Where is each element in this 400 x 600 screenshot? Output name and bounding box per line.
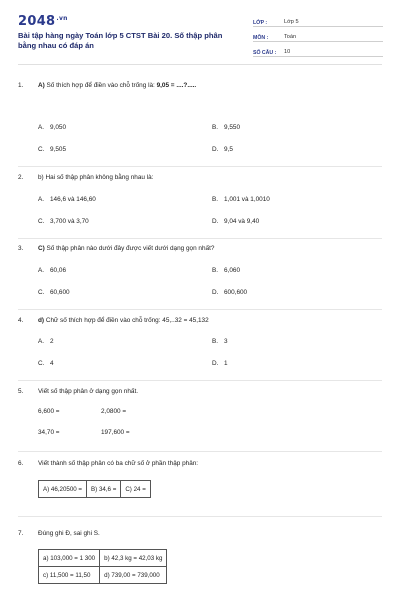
tf-cell[interactable]: a) 103,000 = 1 300 [39, 550, 100, 567]
option-d[interactable] [212, 289, 247, 296]
meta-label: MÔN : [253, 35, 269, 41]
option-value: 9,505 [50, 146, 66, 153]
question-divider [18, 166, 382, 167]
option-value: 9,050 [50, 124, 66, 131]
option-letter: C. [38, 289, 45, 296]
option-letter: B. [212, 124, 219, 131]
question-number: 5. [18, 388, 24, 395]
option-letter: C. [38, 146, 45, 153]
question-divider [18, 451, 382, 452]
question-number: 3. [18, 245, 24, 252]
option-value: 2 [50, 338, 54, 345]
question-number: 2. [18, 174, 24, 181]
option-a[interactable] [38, 124, 66, 131]
option-a[interactable] [38, 196, 96, 203]
option-c[interactable] [38, 289, 70, 296]
option-value: 9,04 và 9,40 [224, 218, 260, 225]
option-d[interactable] [212, 146, 233, 153]
header-divider [18, 64, 382, 65]
option-value: 9,550 [224, 124, 240, 131]
option-c[interactable] [38, 218, 89, 225]
meta-row-class [253, 14, 383, 27]
option-value: 3,700 và 3,70 [50, 218, 89, 225]
option-b[interactable] [212, 124, 240, 131]
question-text: Viết số thập phân ở dạng gọn nhất. [38, 388, 139, 395]
true-false-table [38, 549, 167, 584]
option-letter: A. [38, 124, 45, 131]
question-number: 4. [18, 317, 24, 324]
tf-cell[interactable]: d) 739,00 = 739,000 [100, 567, 167, 584]
fill-item[interactable]: 34,70 = [38, 429, 60, 436]
meta-value: 10 [284, 49, 291, 55]
question-emphasis: 9,05 = ....?..... [156, 82, 197, 89]
question-text [38, 82, 382, 89]
question-number: 6. [18, 460, 24, 467]
option-letter: B. [212, 196, 219, 203]
option-letter: A. [38, 196, 45, 203]
question-body: Chữ số thích hợp để điền vào chỗ trống: 45,..32 = 45,132 [44, 317, 209, 324]
option-a[interactable] [38, 267, 66, 274]
question-text [38, 245, 382, 252]
option-b[interactable] [212, 267, 240, 274]
site-logo[interactable] [18, 14, 68, 29]
fill-item[interactable]: 197,600 = [101, 429, 130, 436]
option-letter: C. [38, 360, 45, 367]
logo-text: 2048 [18, 14, 56, 29]
answer-cell[interactable]: B) 34,6 = [87, 481, 121, 498]
question-1 [18, 82, 382, 89]
tf-cell[interactable]: b) 42,3 kg = 42,03 kg [100, 550, 167, 567]
option-letter: B. [212, 338, 219, 345]
question-3 [18, 245, 382, 252]
option-a[interactable] [38, 338, 54, 345]
option-value: 1 [224, 360, 228, 367]
option-d[interactable] [212, 360, 228, 367]
meta-label: SỐ CÂU : [253, 50, 277, 56]
answer-cell[interactable]: C) 24 = [121, 481, 150, 498]
question-6 [18, 460, 382, 467]
question-divider [18, 380, 382, 381]
question-number: 7. [18, 530, 24, 537]
meta-label: LỚP : [253, 20, 268, 26]
question-body: Số thích hợp để điền vào chỗ trống là: [44, 82, 157, 89]
question-body: Số thập phân nào dưới đây được viết dưới dạng gọn nhất? [44, 245, 215, 252]
option-b[interactable] [212, 338, 228, 345]
question-text: Đúng ghi Đ, sai ghi S. [38, 530, 100, 537]
answer-box-table [38, 480, 151, 498]
option-letter: C. [38, 218, 45, 225]
option-value: 146,6 và 146,60 [50, 196, 96, 203]
logo-suffix: .vn [56, 14, 68, 22]
option-value: 4 [50, 360, 54, 367]
meta-row-subject [253, 29, 383, 42]
meta-value: Toán [284, 34, 297, 40]
fill-item[interactable]: 6,600 = [38, 408, 60, 415]
option-value: 6,060 [224, 267, 240, 274]
option-c[interactable] [38, 146, 66, 153]
question-prefix: d) [38, 317, 45, 324]
option-value: 3 [224, 338, 228, 345]
option-letter: A. [38, 267, 45, 274]
question-5 [18, 388, 382, 395]
option-letter: D. [212, 218, 219, 225]
document-title: Bài tập hàng ngày Toán lớp 5 CTST Bài 20. Số thập phân bằng nhau có đáp án [18, 31, 223, 50]
question-2 [18, 174, 382, 181]
option-value: 600,600 [224, 289, 248, 296]
option-letter: D. [212, 146, 219, 153]
question-divider [18, 516, 382, 517]
question-text: Viết thành số thập phân có ba chữ số ở phần thập phân: [38, 460, 199, 467]
option-value: 60,06 [50, 267, 66, 274]
question-prefix: C) [38, 245, 45, 252]
option-b[interactable] [212, 196, 270, 203]
tf-cell[interactable]: c) 11,500 = 11,50 [39, 567, 100, 584]
meta-panel [253, 14, 383, 59]
option-letter: D. [212, 289, 219, 296]
question-divider [18, 238, 382, 239]
answer-cell[interactable]: A) 46,20500 = [39, 481, 87, 498]
option-letter: D. [212, 360, 219, 367]
option-c[interactable] [38, 360, 54, 367]
option-letter: B. [212, 267, 219, 274]
option-value: 1,001 và 1,0010 [224, 196, 270, 203]
question-divider [18, 309, 382, 310]
option-value: 9,5 [224, 146, 233, 153]
question-7 [18, 530, 382, 537]
question-number: 1. [18, 82, 24, 89]
question-4 [18, 317, 382, 324]
fill-item[interactable]: 2,0800 = [101, 408, 127, 415]
meta-value: Lớp 5 [284, 19, 299, 25]
option-value: 60,600 [50, 289, 70, 296]
question-text: b) Hai số thập phân không bằng nhau là: [38, 174, 154, 181]
option-d[interactable] [212, 218, 259, 225]
meta-row-count [253, 44, 383, 57]
question-prefix: A) [38, 82, 45, 89]
question-text [38, 317, 382, 324]
option-letter: A. [38, 338, 45, 345]
